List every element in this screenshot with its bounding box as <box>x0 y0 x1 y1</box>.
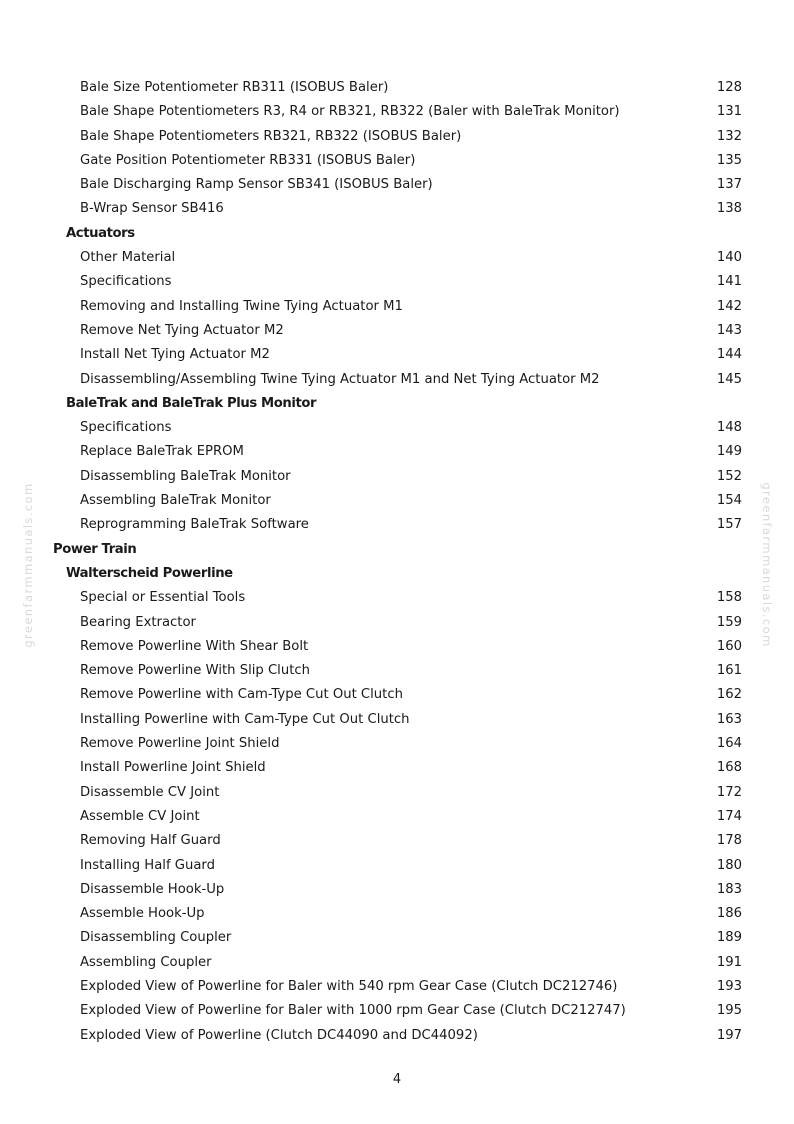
toc-entry-page-number: 131 <box>716 104 742 120</box>
toc-entry[interactable] <box>0 805 794 829</box>
toc-entry-title: Remove Powerline with Cam-Type Cut Out Clutch <box>80 687 403 703</box>
toc-entry-title: Installing Half Guard <box>80 857 215 873</box>
toc-chapter-heading[interactable] <box>0 538 794 562</box>
toc-entry-title: Assemble CV Joint <box>80 808 200 824</box>
toc-entry-page-number: 141 <box>716 274 742 290</box>
toc-entry[interactable] <box>0 854 794 878</box>
toc-entry-title: Installing Powerline with Cam-Type Cut Out Clutch <box>80 711 410 727</box>
toc-entry[interactable] <box>0 319 794 343</box>
toc-entry[interactable] <box>0 149 794 173</box>
toc-entry-title: Remove Net Tying Actuator M2 <box>80 322 284 338</box>
toc-entry[interactable] <box>0 440 794 464</box>
toc-entry[interactable] <box>0 295 794 319</box>
toc-entry-title: Exploded View of Powerline for Baler with 1000 rpm Gear Case (Clutch DC212747) <box>80 1003 626 1019</box>
toc-entry[interactable] <box>0 270 794 294</box>
toc-entry-page-number: 163 <box>716 711 742 727</box>
toc-entry-title: Actuators <box>66 225 135 241</box>
toc-entry-page-number: 168 <box>716 760 742 776</box>
toc-entry-title: Power Train <box>53 541 137 557</box>
toc-entry-title: Install Net Tying Actuator M2 <box>80 347 270 363</box>
toc-entry-page-number: 183 <box>716 881 742 897</box>
toc-entry-title: Remove Powerline With Shear Bolt <box>80 638 309 654</box>
toc-entry[interactable] <box>0 951 794 975</box>
toc-entry-page-number: 148 <box>716 420 742 436</box>
toc-entry-title: Reprogramming BaleTrak Software <box>80 517 309 533</box>
toc-entry-page-number: 152 <box>716 468 742 484</box>
toc-entry-page-number: 174 <box>716 808 742 824</box>
toc-entry-page-number: 186 <box>716 906 742 922</box>
toc-entry[interactable] <box>0 732 794 756</box>
toc-entry-title: Gate Position Potentiometer RB331 (ISOBUS Baler) <box>80 152 416 168</box>
toc-entry-page-number: 193 <box>716 978 742 994</box>
toc-entry[interactable] <box>0 465 794 489</box>
watermark-left: greenfarmmanuals.com <box>21 482 35 648</box>
toc-entry[interactable] <box>0 489 794 513</box>
toc-entry-page-number: 132 <box>716 128 742 144</box>
toc-entry[interactable] <box>0 586 794 610</box>
toc-entry-title: Disassembling Coupler <box>80 930 232 946</box>
toc-section-heading[interactable] <box>0 392 794 416</box>
toc-entry-title: Other Material <box>80 250 176 266</box>
toc-entry-title: Exploded View of Powerline for Baler with 540 rpm Gear Case (Clutch DC212746) <box>80 978 618 994</box>
toc-entry-page-number: 195 <box>716 1003 742 1019</box>
toc-entry-page-number: 145 <box>716 371 742 387</box>
toc-entry-title: Disassemble CV Joint <box>80 784 220 800</box>
toc-entry-title: Walterscheid Powerline <box>66 565 233 581</box>
toc-entry-page-number: 149 <box>716 444 742 460</box>
toc-entry[interactable] <box>0 829 794 853</box>
toc-entry[interactable] <box>0 513 794 537</box>
toc-entry-page-number: 180 <box>716 857 742 873</box>
toc-entry-page-number: 189 <box>716 930 742 946</box>
toc-entry-title: Bale Discharging Ramp Sensor SB341 (ISOBUS Baler) <box>80 177 433 193</box>
toc-entry-page-number: 162 <box>716 687 742 703</box>
toc-entry[interactable] <box>0 416 794 440</box>
toc-entry[interactable] <box>0 756 794 780</box>
toc-entry[interactable] <box>0 659 794 683</box>
toc-entry[interactable] <box>0 611 794 635</box>
toc-section-heading[interactable] <box>0 562 794 586</box>
toc-entry-title: Removing Half Guard <box>80 833 221 849</box>
toc-entry-title: BaleTrak and BaleTrak Plus Monitor <box>66 395 317 411</box>
toc-entry-title: Exploded View of Powerline (Clutch DC44090 and DC44092) <box>80 1027 478 1043</box>
toc-entry-title: Bale Shape Potentiometers RB321, RB322 (ISOBUS Baler) <box>80 128 462 144</box>
toc-entry[interactable] <box>0 683 794 707</box>
toc-entry-page-number: 160 <box>716 638 742 654</box>
toc-entry-title: Disassembling/Assembling Twine Tying Actuator M1 and Net Tying Actuator M2 <box>80 371 600 387</box>
toc-entry-page-number: 158 <box>716 590 742 606</box>
toc-entry[interactable] <box>0 197 794 221</box>
toc-entry-title: Assemble Hook-Up <box>80 906 205 922</box>
toc-entry-page-number: 128 <box>716 80 742 95</box>
toc-entry[interactable] <box>0 878 794 902</box>
toc-entry[interactable] <box>0 902 794 926</box>
page-number: 4 <box>392 1072 402 1087</box>
toc-entry[interactable] <box>0 708 794 732</box>
toc-entry-title: Bale Shape Potentiometers R3, R4 or RB321, RB322 (Baler with BaleTrak Monitor) <box>80 104 620 120</box>
toc-entry-title: B-Wrap Sensor SB416 <box>80 201 224 217</box>
toc-entry-page-number: 191 <box>716 954 742 970</box>
toc-entry-page-number: 144 <box>716 347 742 363</box>
toc-entry-page-number: 161 <box>716 663 742 679</box>
toc-entry-title: Assembling BaleTrak Monitor <box>80 493 271 509</box>
toc-entry-page-number: 197 <box>716 1027 742 1043</box>
toc-entry-page-number: 157 <box>716 517 742 533</box>
toc-entry-page-number: 178 <box>716 833 742 849</box>
toc-entry-title: Remove Powerline Joint Shield <box>80 736 280 752</box>
toc-entry-title: Specifications <box>80 420 172 436</box>
toc-entry[interactable] <box>0 368 794 392</box>
toc-entry-title: Assembling Coupler <box>80 954 212 970</box>
toc-entry-page-number: 143 <box>716 322 742 338</box>
toc-entry-page-number: 137 <box>716 177 742 193</box>
toc-entry-page-number: 172 <box>716 784 742 800</box>
toc-entry[interactable] <box>0 781 794 805</box>
toc-entry-title: Specifications <box>80 274 172 290</box>
toc-entry-title: Removing and Installing Twine Tying Actuator M1 <box>80 298 403 314</box>
toc-entry-title: Bale Size Potentiometer RB311 (ISOBUS Baler) <box>80 80 389 95</box>
toc-entry-title: Bearing Extractor <box>80 614 196 630</box>
toc-entry-page-number: 164 <box>716 736 742 752</box>
toc-entry[interactable] <box>0 343 794 367</box>
toc-entry[interactable] <box>0 76 794 100</box>
toc-entry-page-number: 138 <box>716 201 742 217</box>
toc-entry-title: Remove Powerline With Slip Clutch <box>80 663 310 679</box>
toc-entry[interactable] <box>0 635 794 659</box>
toc-entry-page-number: 159 <box>716 614 742 630</box>
toc-entry[interactable] <box>0 1024 794 1048</box>
toc-entry-title: Disassemble Hook-Up <box>80 881 225 897</box>
toc-entry-page-number: 140 <box>716 250 742 266</box>
toc-entry-page-number: 142 <box>716 298 742 314</box>
watermark-right: greenfarmmanuals.com <box>760 482 774 648</box>
toc-entry[interactable] <box>0 125 794 149</box>
toc-section-heading[interactable] <box>0 222 794 246</box>
toc-entry-page-number: 154 <box>716 493 742 509</box>
toc-entry[interactable] <box>0 246 794 270</box>
toc-entry-page-number: 135 <box>716 152 742 168</box>
toc-entry[interactable] <box>0 975 794 999</box>
toc-entry[interactable] <box>0 100 794 124</box>
toc-entry-title: Disassembling BaleTrak Monitor <box>80 468 291 484</box>
table-of-contents <box>0 76 794 1048</box>
toc-entry-title: Install Powerline Joint Shield <box>80 760 266 776</box>
toc-entry[interactable] <box>0 926 794 950</box>
toc-entry-title: Special or Essential Tools <box>80 590 246 606</box>
toc-entry-title: Replace BaleTrak EPROM <box>80 444 244 460</box>
toc-entry[interactable] <box>0 999 794 1023</box>
toc-entry[interactable] <box>0 173 794 197</box>
